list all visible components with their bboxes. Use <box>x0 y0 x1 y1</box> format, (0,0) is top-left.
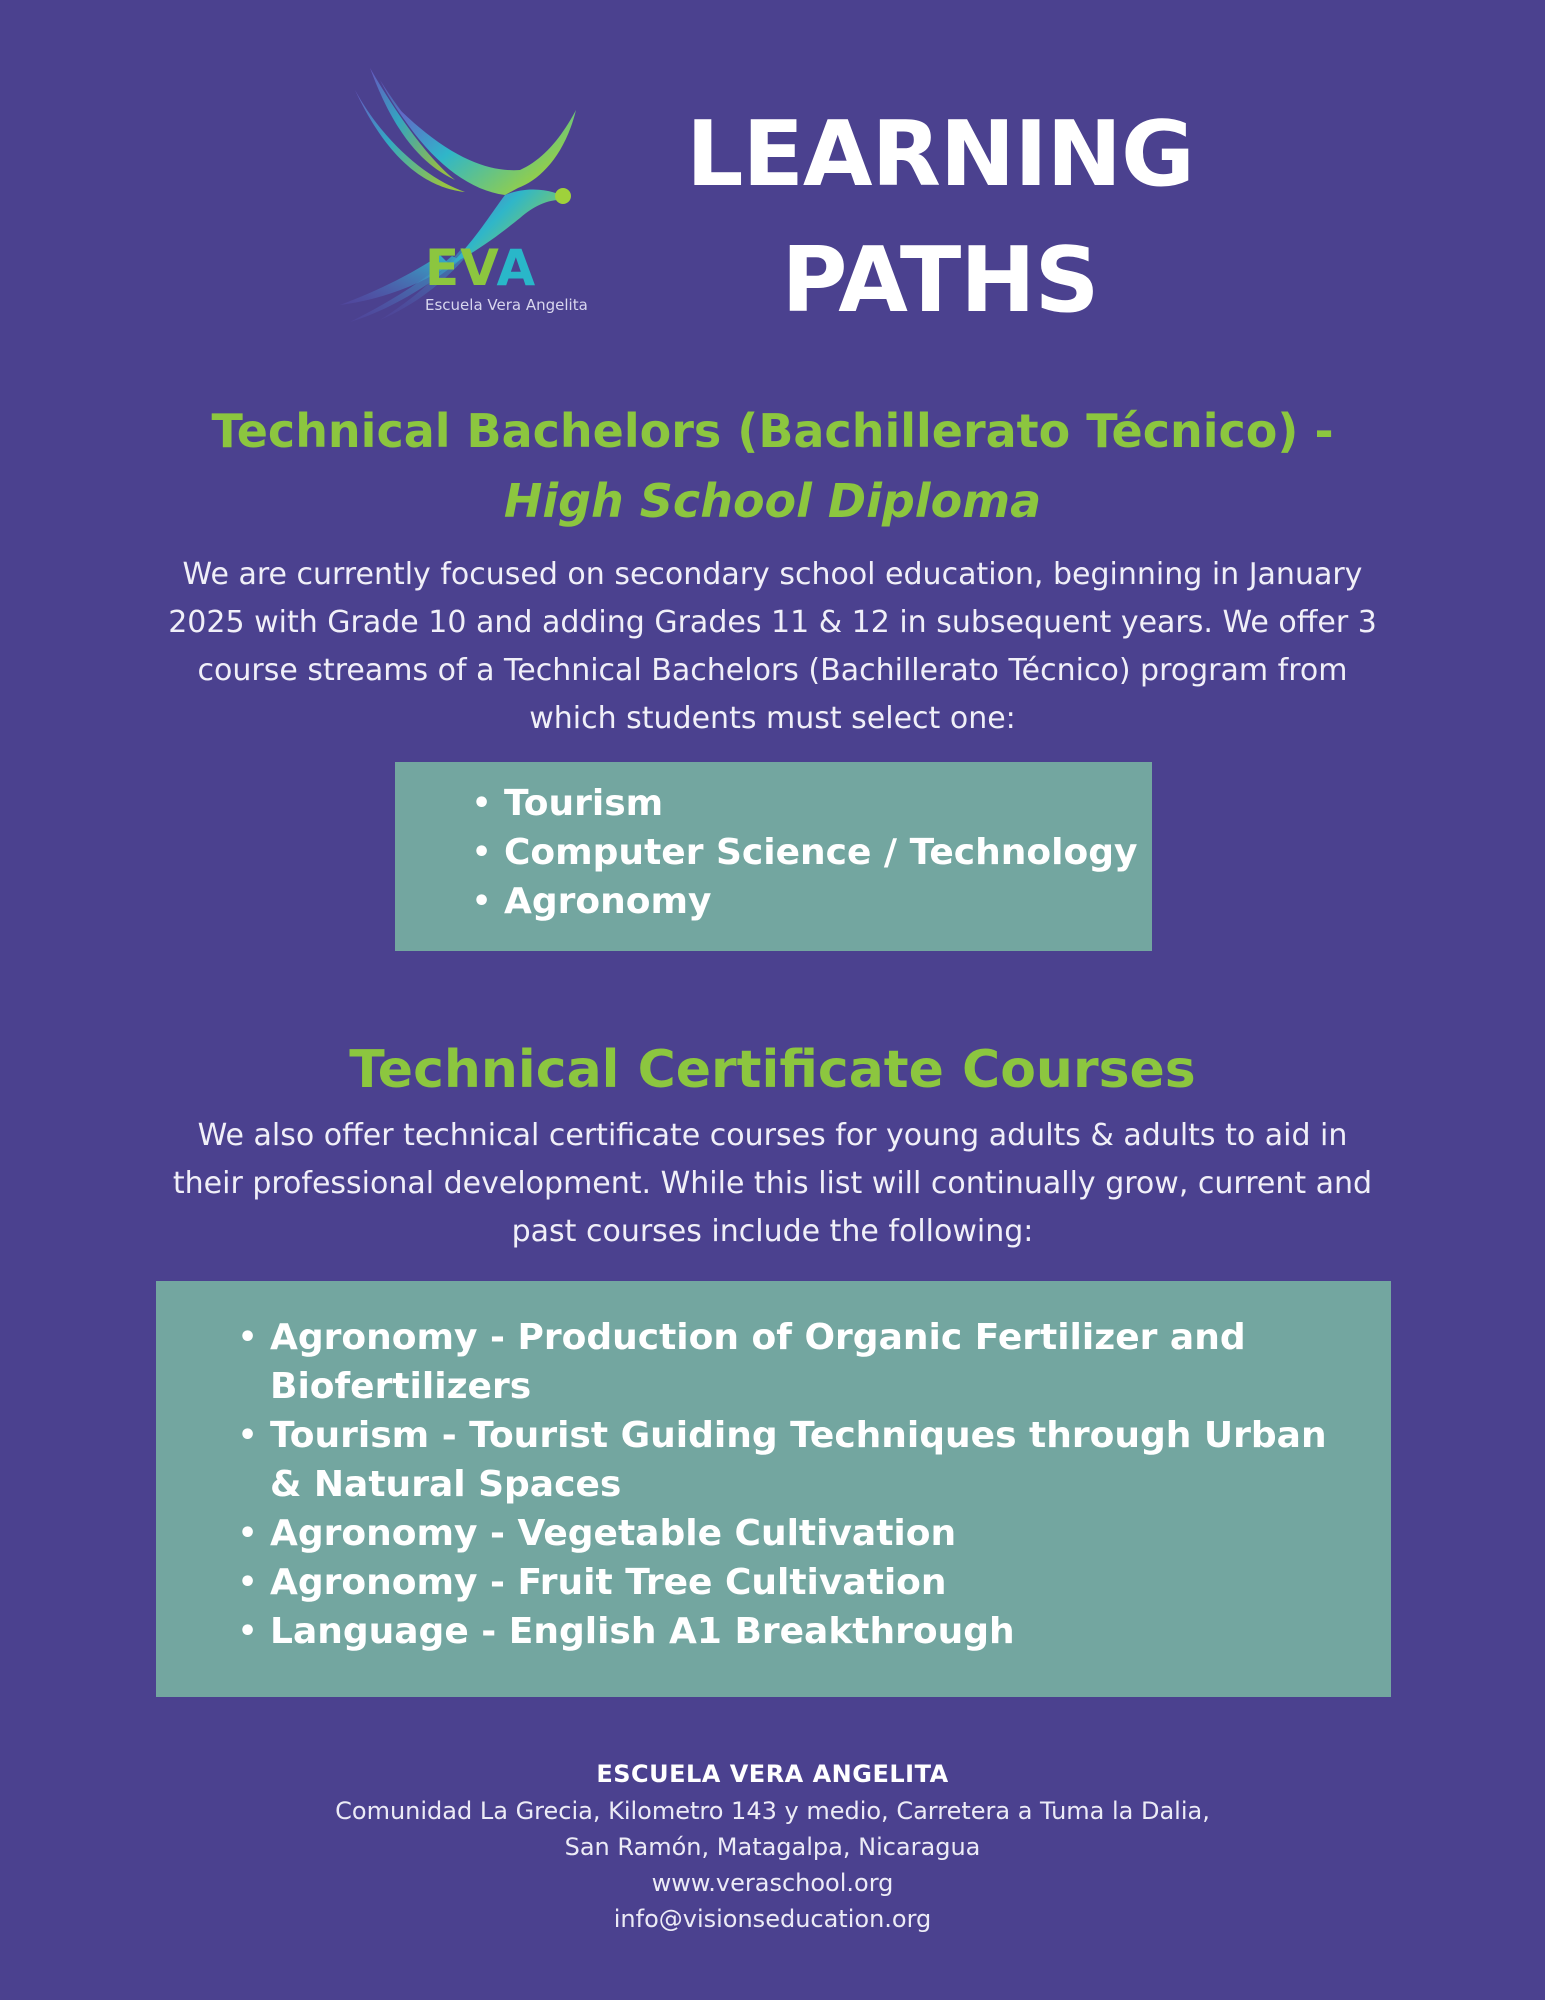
list-item-label: Agronomy - Vegetable Cultivation <box>270 1513 957 1554</box>
bullet-icon: • <box>238 1516 258 1551</box>
bachelors-streams-box <box>395 762 1152 951</box>
bullet-icon: • <box>472 786 492 821</box>
page-title <box>640 92 1240 344</box>
bachelors-description: We are currently focused on secondary school education, beginning in January 2025 with Grade 10 and adding Grades 11 & 12 in subsequent years. We offer 3 course streams of a Technical Bachelors (Bachillerato Técnico) program from which students must select one: <box>168 557 1377 736</box>
list-item-label: Agronomy - Production of Organic Fertilizer and Biofertilizers <box>270 1317 1246 1407</box>
logo-wordmark <box>425 239 537 297</box>
bachelors-streams-list <box>470 779 1140 926</box>
list-item-label: Tourism - Tourist Guiding Techniques through Urban & Natural Spaces <box>270 1415 1327 1505</box>
page-title-line-2: PATHS <box>781 228 1099 333</box>
list-item-label: Tourism <box>504 783 664 824</box>
list-item <box>470 877 1140 926</box>
bullet-icon: • <box>238 1614 258 1649</box>
heading-line-2: High School Diploma <box>503 474 1042 528</box>
certificate-courses-list <box>236 1313 1336 1656</box>
bullet-icon: • <box>472 835 492 870</box>
list-item-label: Agronomy - Fruit Tree Cultivation <box>270 1562 947 1603</box>
footer-website-link[interactable]: www.veraschool.org <box>651 1869 894 1897</box>
footer-org-name: ESCUELA VERA ANGELITA <box>596 1760 949 1788</box>
footer-address-line-1: Comunidad La Grecia, Kilometro 143 y medio, Carretera a Tuma la Dalia, <box>335 1797 1210 1825</box>
bullet-icon: • <box>238 1418 258 1453</box>
logo-letter-e: E <box>425 239 461 297</box>
bullet-icon: • <box>472 884 492 919</box>
section-heading-certificates: Technical Certificate Courses <box>349 1040 1196 1100</box>
footer <box>200 1755 1345 1937</box>
list-item-label: Agronomy <box>504 881 712 922</box>
certificates-description: We also offer technical certificate courses for young adults & adults to aid in their professional development. While this list will continually grow, current and past courses include the following: <box>172 1118 1373 1249</box>
page-title-line-1: LEARNING <box>686 102 1194 207</box>
bullet-icon: • <box>238 1320 258 1355</box>
eva-logo <box>280 60 620 325</box>
list-item <box>236 1411 1336 1509</box>
list-item <box>470 828 1140 877</box>
list-item <box>236 1607 1336 1656</box>
list-item <box>236 1313 1336 1411</box>
footer-email-link[interactable]: info@visionseducation.org <box>613 1905 932 1933</box>
footer-address-line-2: San Ramón, Matagalpa, Nicaragua <box>564 1833 981 1861</box>
heading-line-1: Technical Bachelors (Bachillerato Técnico) - <box>211 404 1334 458</box>
logo-letter-v: V <box>460 239 497 297</box>
list-item <box>236 1509 1336 1558</box>
certificate-courses-box <box>156 1281 1391 1697</box>
logo-subtitle: Escuela Vera Angelita <box>425 296 588 314</box>
bullet-icon: • <box>238 1565 258 1600</box>
section-heading-bachelors <box>60 396 1485 536</box>
list-item <box>470 779 1140 828</box>
list-item-label: Computer Science / Technology <box>504 832 1138 873</box>
list-item <box>236 1558 1336 1607</box>
logo-letter-a: A <box>496 239 537 297</box>
list-item-label: Language - English A1 Breakthrough <box>270 1611 1015 1652</box>
